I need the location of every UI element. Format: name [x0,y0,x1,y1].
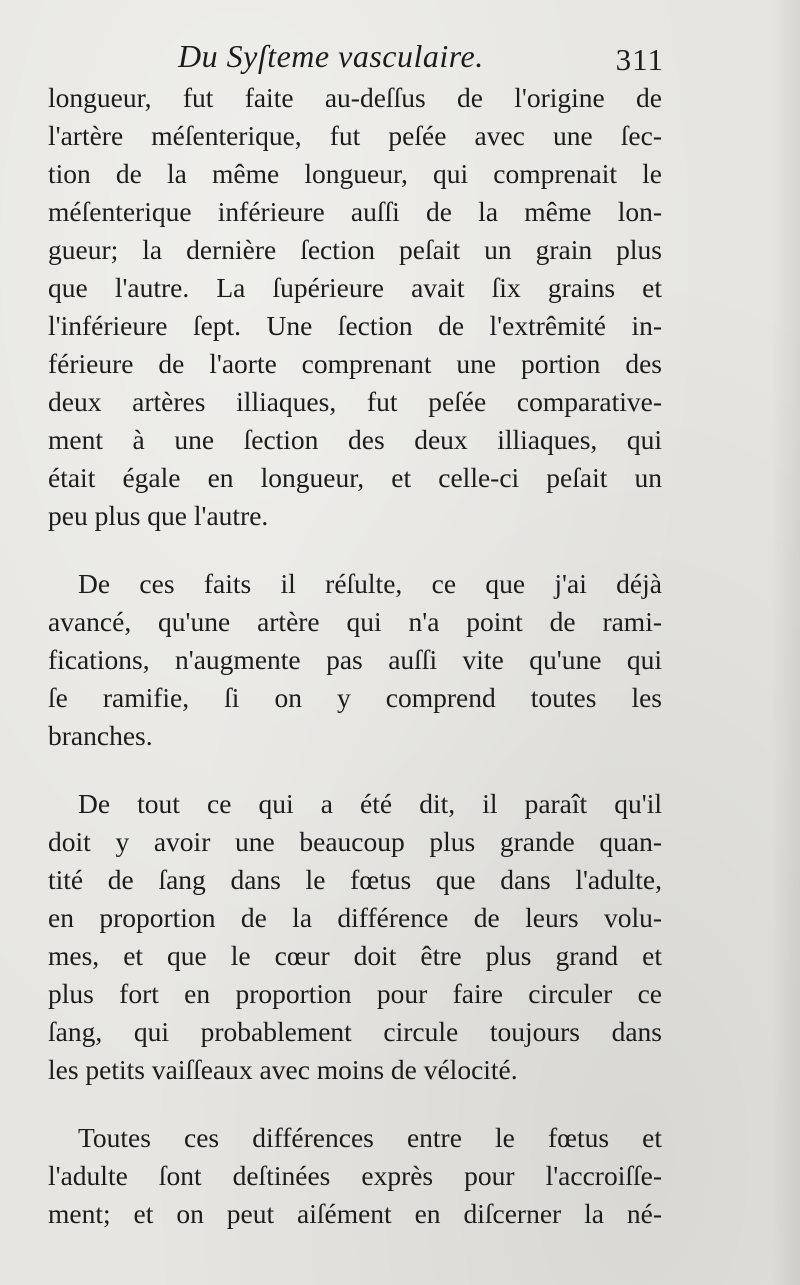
paragraph-4 [48,1119,662,1233]
body-text [48,79,662,1233]
paragraph-1 [48,79,662,535]
text-line: Toutes ces différences entre le fœtus et [78,1122,662,1153]
paragraph-2 [48,565,662,755]
text-line: était égale en longueur, et celle-ci peſait un [48,462,662,493]
text-line: ſe ramifie, ſi on y comprend toutes les [48,682,662,713]
paragraph-3 [48,785,662,1089]
text-line: De tout ce qui a été dit, il paraît qu'il [78,788,662,819]
text-line: longueur, fut faite au-deſſus de l'origine de [48,82,662,113]
text-line: avancé, qu'une artère qui n'a point de rami- [48,606,662,637]
page-number: 311 [615,42,664,77]
text-line: deux artères illiaques, fut peſée comparative- [48,386,662,417]
text-line: ment à une ſection des deux illiaques, qui [48,424,662,455]
text-line: l'inférieure ſept. Une ſection de l'extrêmité in- [48,310,662,341]
text-line: les petits vaiſſeaux avec moins de vélocité. [48,1054,518,1085]
text-line: que l'autre. La ſupérieure avait ſix grains et [48,272,662,303]
text-line: ſang, qui probablement circule toujours dans [48,1016,662,1047]
text-line: méſenterique inférieure auſſi de la même lon- [48,196,662,227]
text-line: plus fort en proportion pour faire circuler ce [48,978,662,1009]
text-line: l'adulte ſont deſtinées exprès pour l'accroiſſe- [48,1160,662,1191]
text-line: mes, et que le cœur doit être plus grand et [48,940,662,971]
text-line: ment; et on peut aiſément en diſcerner la né- [48,1198,662,1229]
text-line: De ces faits il réſulte, ce que j'ai déjà [78,568,662,599]
text-line: gueur; la dernière ſection peſait un grain plus [48,234,662,265]
text-line: férieure de l'aorte comprenant une portion des [48,348,662,379]
text-line: peu plus que l'autre. [48,500,269,531]
running-title: Du Syſteme vasculaire. [178,38,484,74]
text-line: l'artère méſenterique, fut peſée avec une ſec- [48,120,662,151]
text-line: tion de la même longueur, qui comprenait le [48,158,662,189]
text-line: fications, n'augmente pas auſſi vite qu'une qui [48,644,662,675]
text-line: doit y avoir une beaucoup plus grande quan- [48,826,662,857]
text-line: en proportion de la différence de leurs volu- [48,902,662,933]
text-line: branches. [48,720,153,751]
text-line: tité de ſang dans le fœtus que dans l'adulte, [48,864,662,895]
